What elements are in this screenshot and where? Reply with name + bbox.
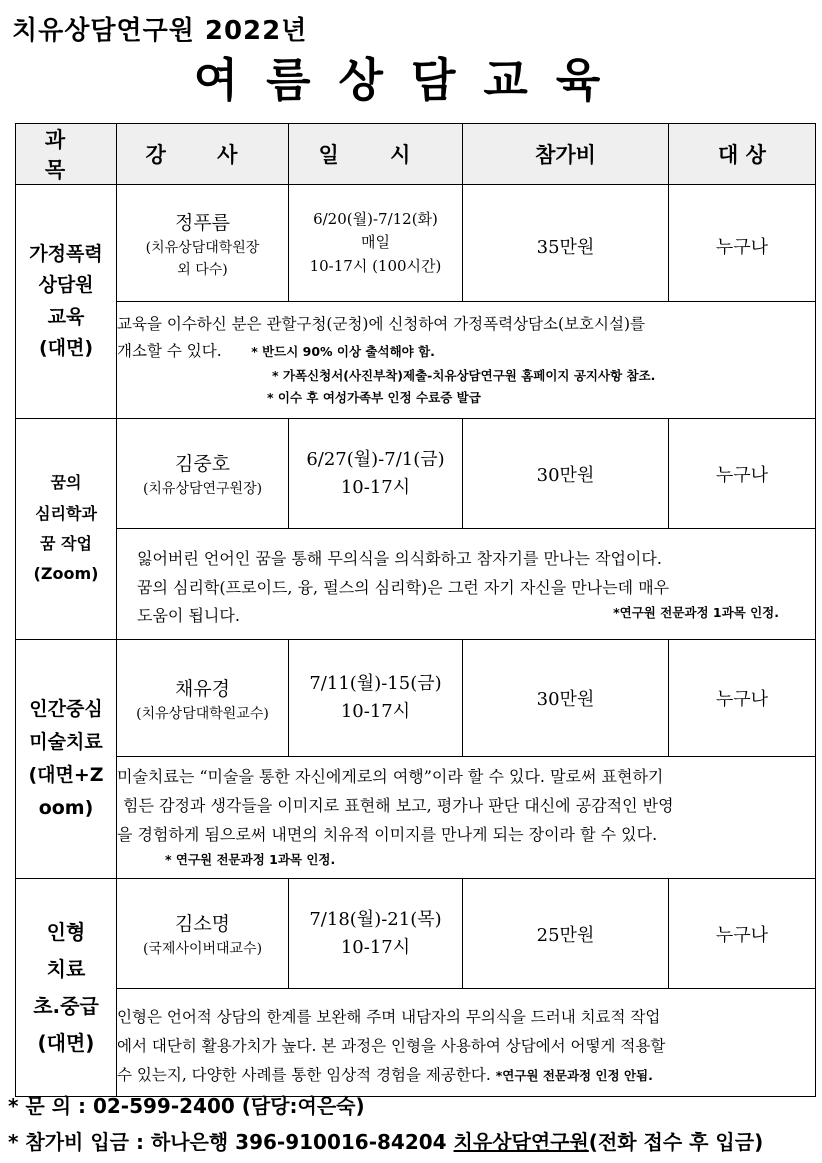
col-header-lecturer: 강 사 [117, 124, 289, 185]
subject-line: 상담원 [38, 274, 94, 297]
subject-line: 가정폭력 [29, 242, 103, 265]
target-cell: 누구나 [669, 185, 816, 302]
target-cell: 누구나 [669, 879, 816, 989]
subject-line: (대면) [38, 336, 94, 359]
schedule-line: 10-17시 (100시간) [309, 256, 442, 275]
description-text: 도움이 됩니다. [137, 606, 240, 626]
course-subject [16, 185, 117, 419]
target-cell: 누구나 [669, 640, 816, 757]
description-line: 힘든 감정과 생각들을 이미지로 표현해 보고, 평가나 판단 대신에 공감적인 반영 [123, 795, 674, 815]
course-subject [16, 419, 117, 640]
schedule-cell [289, 419, 463, 529]
lecturer-cell [117, 640, 289, 757]
col-header-subject: 과 목 [16, 124, 117, 185]
subject-line: oom) [38, 797, 94, 820]
lecturer-cell [117, 185, 289, 302]
description-line: 을 경험하게 됨으로써 내면의 치유적 이미지를 만나게 되는 장이라 할 수 있다. [117, 824, 658, 844]
bank-info [8, 1126, 763, 1155]
description-line [117, 338, 815, 365]
description-line [137, 602, 815, 631]
lecturer-cell [117, 419, 289, 529]
subject-line: 심리학과 [35, 503, 97, 523]
schedule-line: 6/20(월)-7/12(화) [313, 210, 438, 229]
subject-line: 인간중심 [29, 697, 103, 720]
description-text: 수 있는지, 다양한 사례를 통한 임상적 경험을 제공한다. [117, 1065, 491, 1084]
description-line: 잃어버린 언어인 꿈을 통해 무의식을 의식화하고 참자기를 만나는 작업이다. [137, 548, 662, 568]
schedule-cell [289, 185, 463, 302]
description-text: 개소할 수 있다. [117, 342, 222, 361]
lecturer-name: 김중호 [174, 453, 231, 475]
subject-line: 꿈의 [50, 473, 82, 493]
col-header-schedule: 일 시 [289, 124, 463, 185]
schedule-line: 10-17시 [340, 936, 411, 958]
schedule-line: 10-17시 [340, 701, 411, 722]
lecturer-title: 외 다수) [177, 261, 228, 278]
subject-line: 꿈 작업 [40, 534, 92, 553]
col-header-fee: 참가비 [463, 124, 669, 185]
course-description [117, 989, 816, 1097]
course-note: * 반드시 90% 이상 출석해야 함. [251, 344, 435, 360]
course-note: *연구원 전문과정 1과목 인정. [613, 605, 779, 621]
fee-cell: 35만원 [463, 185, 669, 302]
table-row-description [16, 302, 816, 419]
course-note: * 이수 후 여성가족부 인정 수료증 발급 [267, 390, 481, 406]
col-header-target: 대 상 [669, 124, 816, 185]
table-row [16, 185, 816, 302]
target-cell: 누구나 [669, 419, 816, 529]
schedule-line: 7/11(월)-15(금) [309, 673, 442, 695]
fee-cell: 25만원 [463, 879, 669, 989]
schedule-line: 7/18(월)-21(목) [309, 908, 442, 930]
course-subject [16, 879, 117, 1097]
org-year-heading: 치유상담연구원 2022년 [12, 16, 308, 46]
subject-line: 미술치료 [29, 730, 103, 753]
table-row [16, 640, 816, 757]
subject-line: (대면+Z [28, 764, 104, 786]
subject-line: 인형 [46, 919, 86, 944]
schedule-line: 6/27(월)-7/1(금) [306, 448, 445, 470]
description-line: 에서 대단히 활용가치가 높다. 본 과정은 인형을 사용하여 상담에서 어떻게 적용할 [117, 1037, 666, 1056]
lecturer-title: (치유상담연구원장) [142, 481, 263, 497]
course-note: * 연구원 전문과정 1과목 인정. [165, 852, 336, 868]
course-table [15, 123, 816, 1097]
table-row-description [16, 989, 816, 1097]
subject-line: 교육 [47, 305, 85, 328]
table-row [16, 879, 816, 989]
subject-line: (Zoom) [33, 564, 99, 584]
schedule-cell [289, 640, 463, 757]
table-row [16, 419, 816, 529]
lecturer-name: 채유경 [174, 677, 231, 700]
description-line: 인형은 언어적 상담의 한계를 보완해 주며 내담자의 무의식을 드러내 치료적 작업 [117, 1008, 661, 1027]
course-description [117, 302, 816, 419]
page-title: 여름상담교육 [193, 53, 629, 107]
lecturer-cell [117, 879, 289, 989]
description-line: 교육을 이수하신 분은 관할구청(군청)에 신청하여 가정폭력상담소(보호시설)를 [117, 315, 645, 333]
contact-info: * 문 의 : 02-599-2400 (담당:여은숙) [8, 1094, 365, 1118]
bank-note: (전화 접수 후 입금) [588, 1130, 764, 1154]
subject-line: 초.중급 [33, 993, 99, 1018]
description-line: 미술치료는 “미술을 통한 자신에게로의 여행”이라 할 수 있다. 말로써 표현하기 [117, 767, 664, 787]
lecturer-title: (국제사이버대교수) [142, 941, 263, 957]
course-subject [16, 640, 117, 879]
course-description [117, 529, 816, 640]
subject-line: (대면) [37, 1030, 95, 1055]
schedule-line: 매일 [361, 233, 390, 252]
table-row-description [16, 529, 816, 640]
schedule-cell [289, 879, 463, 989]
fee-cell: 30만원 [463, 640, 669, 757]
lecturer-name: 김소명 [174, 913, 231, 935]
lecturer-name: 정푸름 [174, 211, 231, 234]
description-line: 꿈의 심리학(프로이드, 융, 펄스의 심리학)은 그런 자기 자신을 만나는데 매우 [137, 577, 670, 597]
course-description [117, 757, 816, 879]
fee-cell: 30만원 [463, 419, 669, 529]
bank-account-text: * 참가비 입금 : 하나은행 396-910016-84204 [8, 1130, 454, 1154]
table-header-row [16, 124, 816, 185]
subject-line: 치료 [46, 956, 86, 981]
schedule-line: 10-17시 [340, 476, 411, 498]
course-note: *연구원 전문과정 인정 안됨. [495, 1067, 653, 1083]
table-row-description [16, 757, 816, 879]
lecturer-title: (치유상담대학원장 [145, 239, 260, 256]
course-note: * 가폭신청서(사진부착)제출-치유상담연구원 홈페이지 공지사항 참조. [272, 368, 656, 384]
lecturer-title: (치유상담대학원교수) [136, 705, 269, 722]
description-line [117, 1061, 815, 1090]
bank-account-holder: 치유상담연구원 [453, 1130, 589, 1154]
